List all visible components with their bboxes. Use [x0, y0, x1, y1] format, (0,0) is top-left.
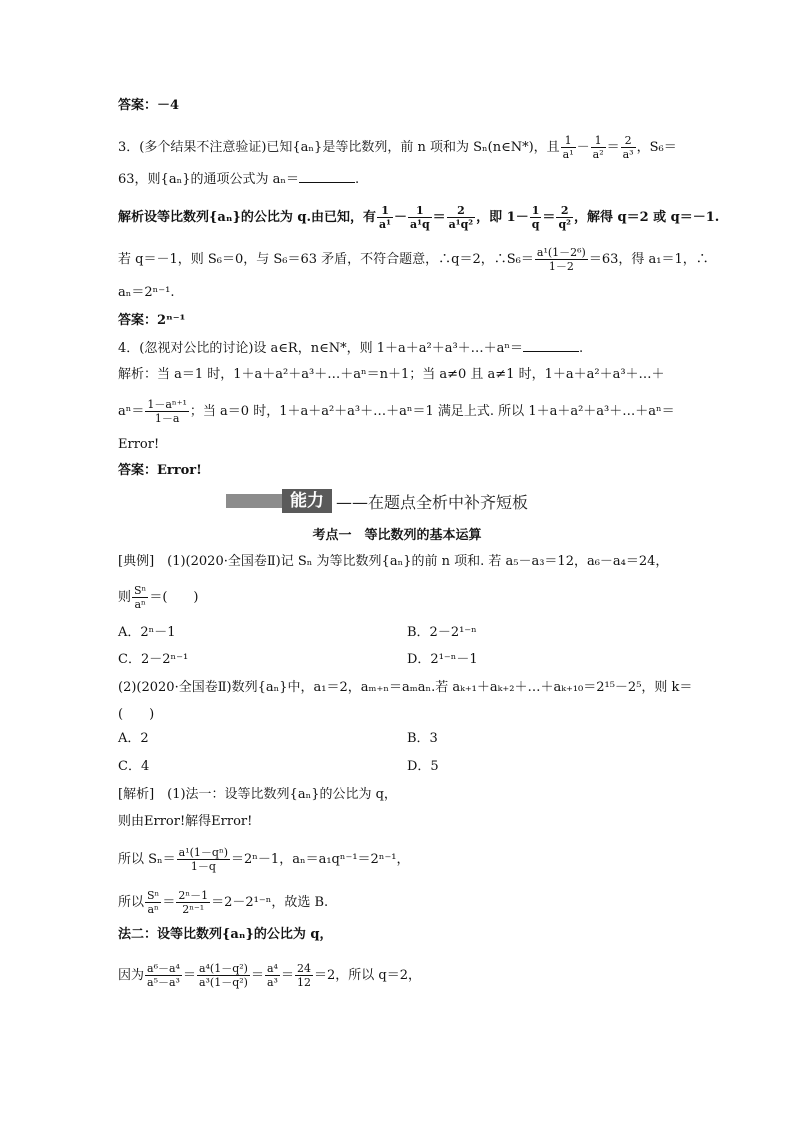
- denominator: a¹: [562, 148, 574, 161]
- op: ＝: [606, 140, 620, 155]
- q4-stem: 4．(忽视对公比的讨论)设 a∈R，n∈N*，则 1＋a＋a²＋a³＋…＋aⁿ＝: [118, 341, 524, 356]
- text: ，所以 q＝2，: [335, 968, 421, 983]
- numerator: 1: [377, 204, 393, 218]
- denominator: q²: [558, 218, 571, 231]
- text: ＝2: [313, 968, 336, 983]
- text: 则: [118, 590, 132, 605]
- example2-line1: (2)(2020·全国卷Ⅱ)数列{aₙ}中，a₁＝2，aₘ₊ₙ＝aₘaₙ.若 aₖ₊₁＋aₖ₊₂＋…＋aₖ₊₁₀＝2¹⁵－2⁵，则 k＝: [118, 680, 693, 695]
- fraction: [535, 246, 588, 273]
- fraction: [377, 204, 393, 231]
- example1-option-a: A．2ⁿ－1: [118, 625, 176, 640]
- denominator: a⁵－a³: [147, 976, 180, 989]
- numerator: 1: [591, 134, 606, 148]
- section-title: 考点一 等比数列的基本运算: [312, 528, 482, 543]
- q3-solution-line1: [118, 204, 719, 231]
- fraction: [197, 962, 250, 989]
- answer-blank: [523, 339, 579, 352]
- denominator: a¹: [379, 218, 391, 231]
- op: ＝: [162, 895, 176, 910]
- example1-option-c: C．2－2ⁿ⁻¹: [118, 652, 189, 667]
- numerator: 1: [561, 134, 576, 148]
- section-banner: [226, 489, 528, 513]
- example2-option-a: A．2: [118, 731, 149, 746]
- denominator: a²: [592, 148, 604, 161]
- fraction: [145, 962, 182, 989]
- q4-solution-line2: [118, 398, 675, 425]
- text: aⁿ＝: [118, 404, 145, 419]
- denominator: 12: [296, 976, 311, 989]
- q3-stem-tail: ，S₆＝: [636, 140, 677, 155]
- denominator: a¹q: [410, 218, 430, 231]
- op: －: [394, 210, 408, 225]
- q3-solution-line3: aₙ＝2ⁿ⁻¹.: [118, 285, 175, 300]
- fraction: [176, 889, 210, 916]
- denominator: a³: [622, 148, 634, 161]
- text: ，解得 q＝2 或 q＝－1.: [573, 210, 720, 225]
- example2-option-d: D．5: [407, 759, 439, 774]
- fraction: [447, 204, 475, 231]
- numerator: a¹(1－2⁶): [536, 246, 586, 259]
- banner-tag: 能力: [282, 489, 332, 513]
- solution-line1: [解析] (1)法一：设等比数列{aₙ}的公比为 q，: [118, 787, 397, 802]
- numerator: 2: [621, 134, 636, 148]
- text: ＝63，得 a₁＝1，∴: [588, 252, 709, 267]
- denominator: a³(1－q²): [198, 976, 248, 989]
- text: 所以: [118, 895, 145, 910]
- denominator: aⁿ: [134, 598, 146, 611]
- fraction: [621, 134, 636, 161]
- fraction: [561, 134, 576, 161]
- numerator: Sⁿ: [134, 584, 147, 597]
- numerator: a⁴: [267, 962, 278, 975]
- fraction: [265, 962, 280, 989]
- answer-blank: [299, 170, 355, 183]
- op: ＝: [542, 210, 556, 225]
- numerator: 1: [530, 204, 542, 218]
- answer-prev: 答案：－4: [118, 98, 180, 113]
- solution-line3: [118, 846, 410, 873]
- q3-stem2: 63，则{aₙ}的通项公式为 aₙ＝: [118, 172, 299, 187]
- q3-answer: 答案：2ⁿ⁻¹: [118, 313, 186, 328]
- numerator: 1: [408, 204, 432, 218]
- denominator: 1－2: [548, 260, 574, 273]
- op: ＝: [280, 968, 294, 983]
- numerator: Sⁿ: [147, 889, 160, 902]
- fraction: [408, 204, 432, 231]
- text: 若 q＝－1，则 S₆＝0，与 S₆＝63 矛盾，不符合题意，∴q＝2，∴S₆＝: [118, 252, 534, 267]
- example2-line2: ( ): [118, 707, 155, 722]
- denominator: aⁿ: [147, 903, 159, 916]
- numerator: 1－aⁿ⁺¹: [147, 398, 187, 411]
- q4-answer: 答案：Error!: [118, 463, 202, 478]
- text: ＝( ): [149, 590, 199, 605]
- fraction: [530, 204, 542, 231]
- op: －: [576, 140, 590, 155]
- text: ＝2ⁿ－1，aₙ＝a₁qⁿ⁻¹＝2ⁿ⁻¹，: [231, 852, 410, 867]
- text: ；当 a＝0 时，1＋a＋a²＋a³＋…＋aⁿ＝1 满足上式. 所以 1＋a＋a²＋a³＋…＋aⁿ＝: [189, 404, 675, 419]
- fraction: [132, 584, 148, 611]
- fraction: [556, 204, 573, 231]
- denominator: 1－q: [190, 860, 216, 873]
- example1-option-b: B．2－2¹⁻ⁿ: [407, 625, 477, 640]
- denominator: 2ⁿ⁻¹: [182, 903, 205, 916]
- denominator: q: [531, 218, 540, 231]
- solution-line5: 法二：设等比数列{aₙ}的公比为 q，: [118, 927, 333, 942]
- denominator: a³: [267, 976, 278, 989]
- solution-line2: 则由Error!解得Error!: [118, 814, 253, 829]
- fraction: [591, 134, 606, 161]
- solution-line4: [118, 889, 328, 916]
- q4-line1: 4．(忽视对公比的讨论)设 a∈R，n∈N*，则 1＋a＋a²＋a³＋…＋aⁿ＝ .: [118, 341, 584, 356]
- banner-bar: [226, 494, 282, 508]
- denominator: 1－a: [154, 412, 180, 425]
- example1-option-d: D．2¹⁻ⁿ－1: [407, 652, 478, 667]
- op: ＝: [432, 210, 446, 225]
- q4-solution-line3: Error!: [118, 437, 160, 452]
- op: ＝: [250, 968, 264, 983]
- numerator: a⁶－a⁴: [147, 962, 180, 975]
- numerator: 2: [556, 204, 573, 218]
- numerator: a⁴(1－q²): [198, 962, 248, 975]
- q3-stem: 3．(多个结果不注意验证)已知{aₙ}是等比数列，前 n 项和为 Sₙ(n∈N*)，且: [118, 140, 560, 155]
- example2-option-b: B．3: [407, 731, 438, 746]
- fraction: [145, 889, 161, 916]
- example1-line2: [118, 584, 198, 611]
- q3-solution-line2: [118, 246, 709, 273]
- text: ，即 1－: [476, 210, 529, 225]
- text: ＝2－2¹⁻ⁿ，故选 B.: [211, 895, 329, 910]
- text: 因为: [118, 968, 145, 983]
- fraction: [145, 398, 189, 425]
- example2-option-c: C．4: [118, 759, 150, 774]
- numerator: 2: [447, 204, 475, 218]
- banner-subtitle: ——在题点全析中补齐短板: [336, 492, 529, 512]
- fraction: [295, 962, 313, 989]
- q3-line2: 63，则{aₙ}的通项公式为 aₙ＝ .: [118, 172, 360, 187]
- fraction: [177, 846, 230, 873]
- op: ＝: [182, 968, 196, 983]
- numerator: 24: [296, 962, 311, 975]
- text: 解析设等比数列{aₙ}的公比为 q.由已知，有: [118, 210, 377, 225]
- numerator: 2ⁿ－1: [178, 889, 209, 902]
- denominator: a¹q²: [448, 218, 474, 231]
- solution-line6: [118, 962, 421, 989]
- q4-solution-line1: 解析：当 a＝1 时，1＋a＋a²＋a³＋…＋aⁿ＝n＋1；当 a≠0 且 a≠1 时，1＋a＋a²＋a³＋…＋: [118, 367, 665, 382]
- text: 所以 Sₙ＝: [118, 852, 176, 867]
- numerator: a¹(1－qⁿ): [178, 846, 229, 859]
- q3-line1: [118, 134, 677, 161]
- example1-line1: [典例] (1)(2020·全国卷Ⅱ)记 Sₙ 为等比数列{aₙ}的前 n 项和. 若 a₅－a₃＝12，a₆－a₄＝24，: [118, 554, 669, 569]
